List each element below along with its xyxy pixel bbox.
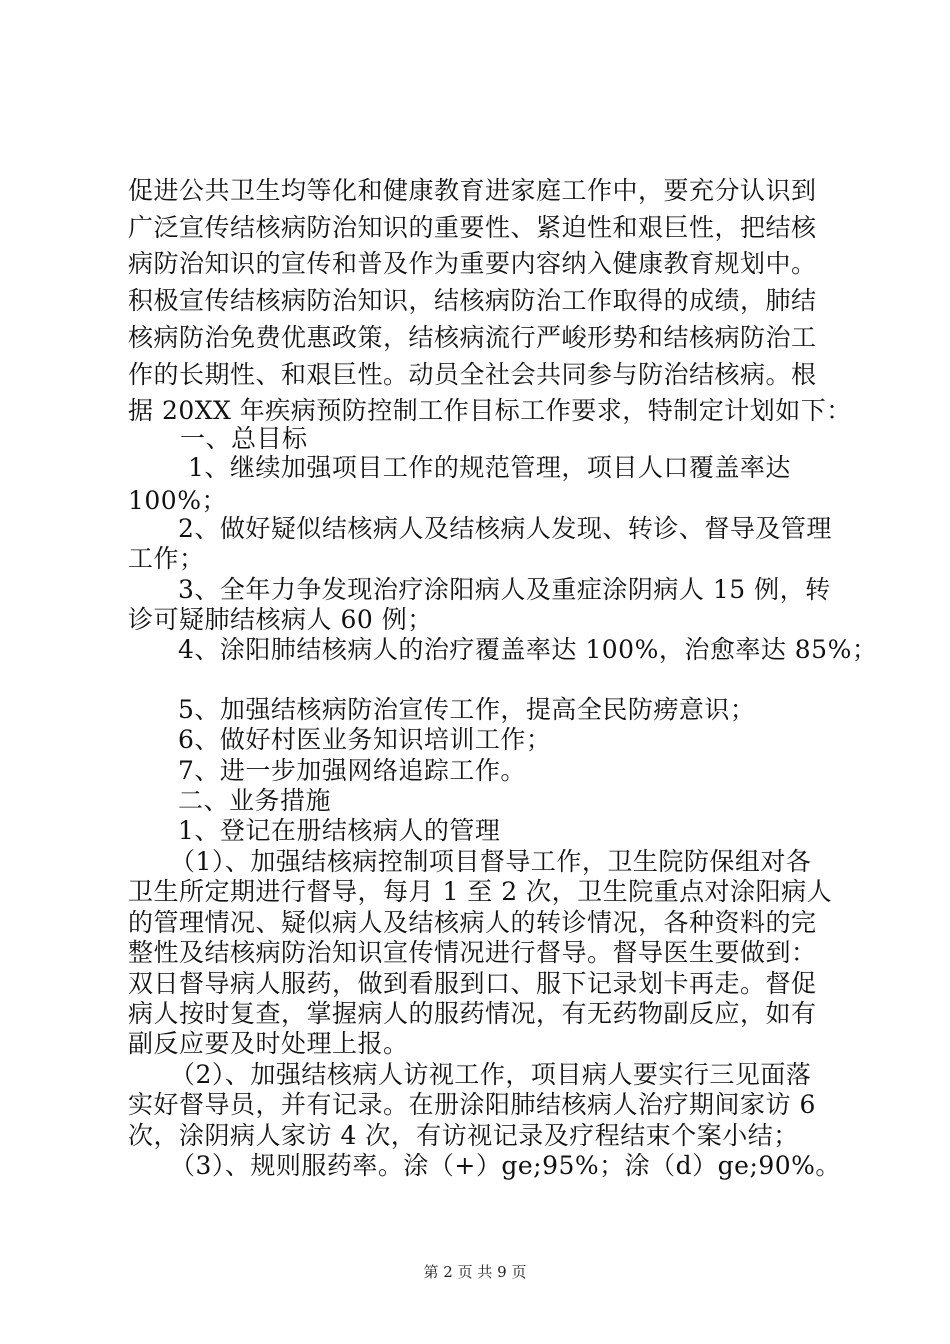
goal-item-1-continued: 100%； — [128, 486, 227, 515]
goal-item-3-continued: 诊可疑肺结核病人 60 例； — [128, 605, 433, 634]
body-text-line: 的管理情况、疑似病人及结核病人的转诊情况，各种资料的完 — [128, 908, 817, 937]
measure-paragraph-3: （3）、规则服药率。涂（+）ge;95%；涂（d）ge;90%。 — [170, 1151, 841, 1180]
goal-item-5: 5、加强结核病防治宣传工作，提高全民防痨意识； — [178, 695, 756, 724]
body-text-line: 核病防治免费优惠政策，结核病流行严峻形势和结核病防治工 — [128, 323, 817, 352]
goal-item-6: 6、做好村医业务知识培训工作； — [178, 725, 552, 754]
goal-item-2-continued: 工作； — [128, 544, 205, 573]
body-text-line: 病人按时复查，掌握病人的服药情况，有无药物副反应，如有 — [128, 999, 817, 1028]
body-text-line: 整性及结核病防治知识宣传情况进行督导。督导医生要做到： — [128, 938, 817, 967]
subsection-heading: 1、登记在册结核病人的管理 — [178, 816, 501, 845]
section-heading: 一、总目标 — [180, 424, 308, 453]
body-text-line: 卫生所定期进行督导，每月 1 至 2 次，卫生院重点对涂阳病人 — [128, 877, 833, 906]
goal-item-3: 3、全年力争发现治疗涂阳病人及重症涂阴病人 15 例，转 — [178, 575, 831, 604]
body-text-line: 广泛宣传结核病防治知识的重要性、紧迫性和艰巨性，把结核 — [128, 213, 817, 242]
body-text-line: 实好督导员，并有记录。在册涂阳肺结核病人治疗期间家访 6 — [128, 1090, 816, 1119]
section-heading: 二、业务措施 — [178, 786, 332, 815]
goal-item-2: 2、做好疑似结核病人及结核病人发现、转诊、督导及管理 — [178, 514, 832, 543]
body-text-line: 副反应要及时处理上报。 — [128, 1029, 409, 1058]
body-text-line: 次，涂阴病人家访 4 次，有访视记录及疗程结束个案小结； — [128, 1121, 799, 1150]
body-text-line: 据 20XX 年疾病预防控制工作目标工作要求，特制定计划如下： — [128, 396, 852, 425]
goal-item-4: 4、涂阳肺结核病人的治疗覆盖率达 100%，治愈率达 85%； — [178, 635, 878, 664]
page-number-footer: 第 2 页 共 9 页 — [423, 1263, 527, 1281]
body-text-line: 病防治知识的宣传和普及作为重要内容纳入健康教育规划中。 — [128, 249, 817, 278]
body-text-line: 作的长期性、和艰巨性。动员全社会共同参与防治结核病。根 — [128, 360, 817, 389]
goal-item-7: 7、进一步加强网络追踪工作。 — [178, 756, 526, 785]
body-text-line: 积极宣传结核病防治知识，结核病防治工作取得的成绩，肺结 — [128, 286, 817, 315]
goal-item-1: 1、继续加强项目工作的规范管理，项目人口覆盖率达 — [188, 453, 791, 482]
body-text-line: 促进公共卫生均等化和健康教育进家庭工作中，要充分认识到 — [128, 176, 817, 205]
measure-paragraph-1-start: （1）、加强结核病控制项目督导工作，卫生院防保组对各 — [170, 847, 812, 876]
measure-paragraph-2-start: （2）、加强结核病人访视工作，项目病人要实行三见面落 — [170, 1060, 812, 1089]
body-text-line: 双日督导病人服药，做到看服到口、服下记录划卡再走。督促 — [128, 969, 817, 998]
